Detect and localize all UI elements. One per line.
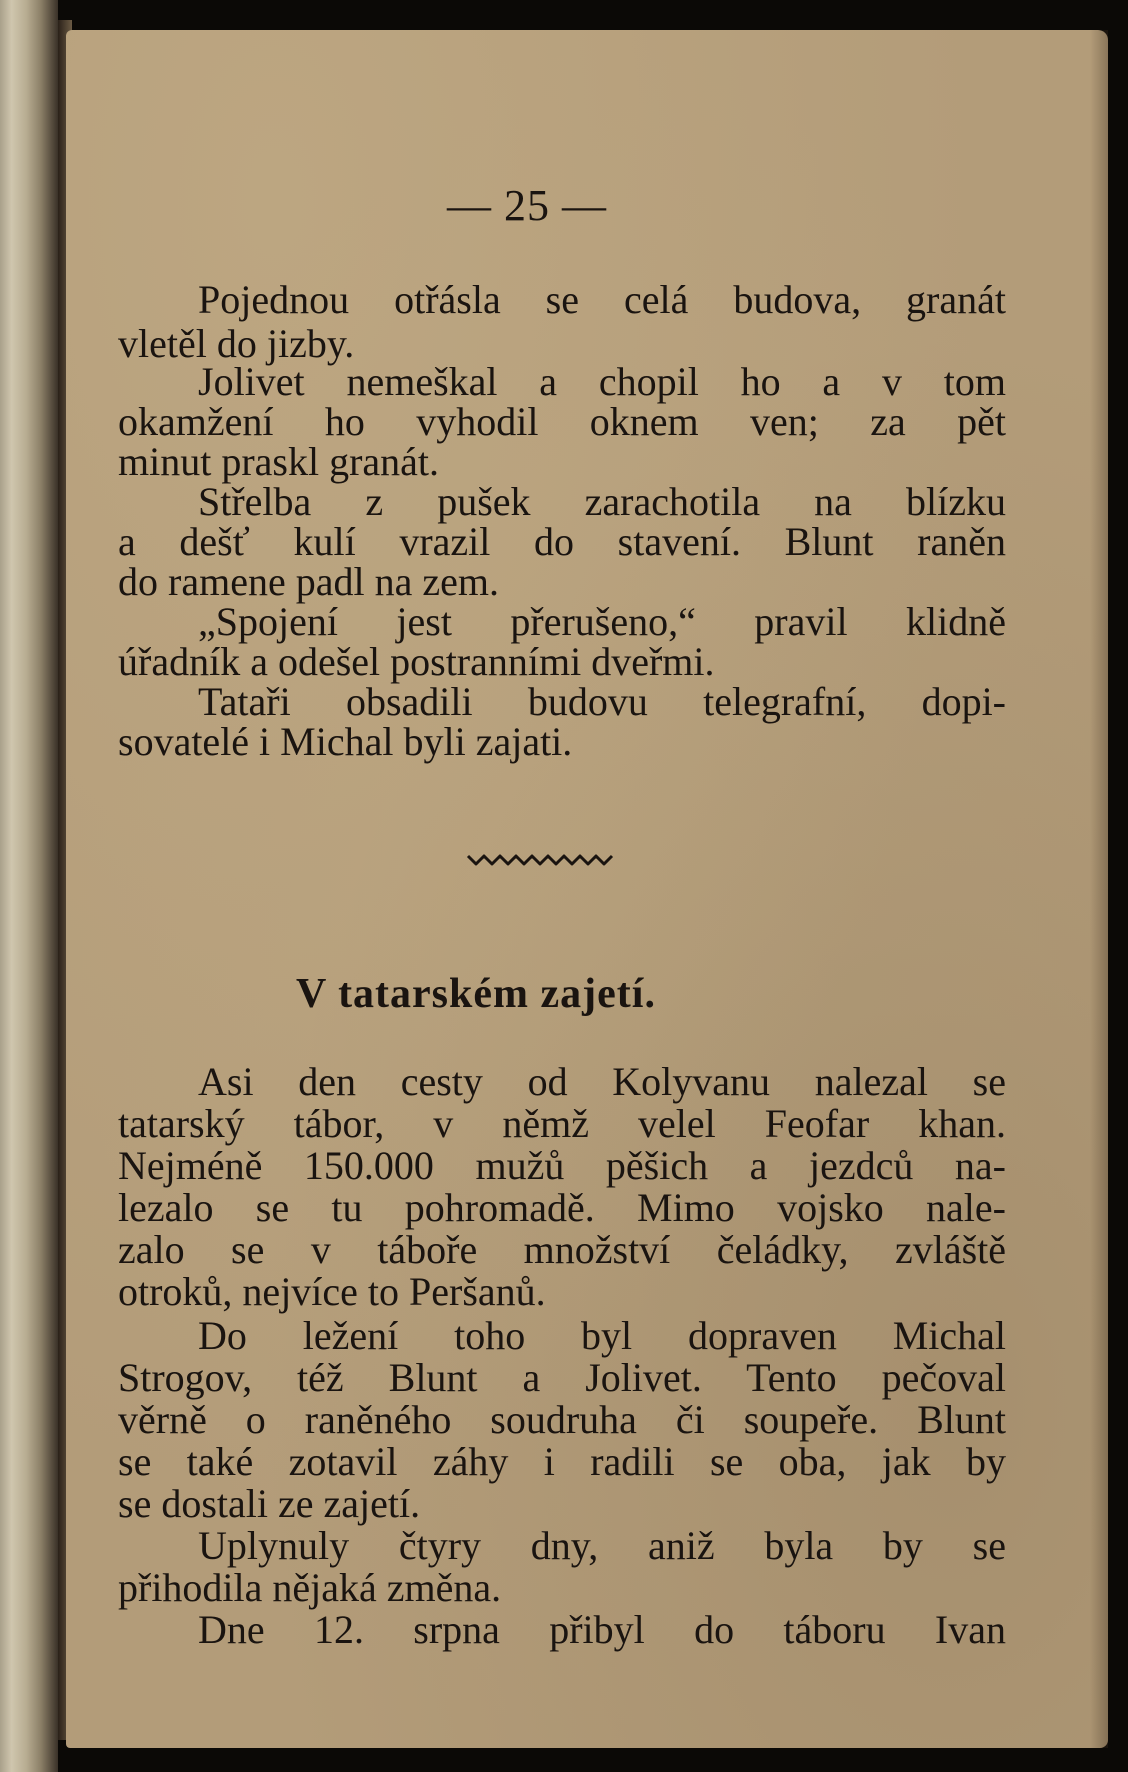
text-line: Strogov, též Blunt a Jolivet. Tento pečoval bbox=[118, 1355, 1006, 1400]
wavy-ornament-icon bbox=[466, 848, 616, 872]
text-line: přihodila nějaká změna. bbox=[118, 1565, 502, 1610]
text-line: lezalo se tu pohromadě. Mimo vojsko nale- bbox=[118, 1185, 1006, 1230]
text-line: Do ležení toho byl dopraven Michal bbox=[198, 1313, 1006, 1358]
text-line: „Spojení jest přerušeno,“ pravil klidně bbox=[198, 599, 1006, 644]
page-number: — 25 — bbox=[447, 181, 607, 230]
text-line: sovatelé i Michal byli zajati. bbox=[118, 719, 573, 764]
page-text bbox=[66, 30, 1108, 1748]
text-line: Dne 12. srpna přibyl do táboru Ivan bbox=[198, 1607, 1006, 1652]
text-line: otroků, nejvíce to Peršanů. bbox=[118, 1269, 546, 1314]
text-line: Jolivet nemeškal a chopil ho a v tom bbox=[198, 359, 1006, 404]
text-line: do ramene padl na zem. bbox=[118, 559, 499, 604]
text-line: se dostali ze zajetí. bbox=[118, 1481, 421, 1526]
text-line: Tataři obsadili budovu telegrafní, dopi- bbox=[198, 679, 1006, 724]
text-line: věrně o raněného soudruha či soupeře. Blunt bbox=[118, 1397, 1006, 1442]
text-line: vletěl do jizby. bbox=[118, 321, 355, 366]
text-line: minut praskl granát. bbox=[118, 439, 440, 484]
text-line: se také zotavil záhy i radili se oba, jak by bbox=[118, 1439, 1006, 1484]
text-line: Pojednou otřásla se celá budova, granát bbox=[198, 277, 1006, 322]
chapter-title: V tatarském zajetí. bbox=[296, 971, 656, 1017]
text-line: zalo se v táboře množství čeládky, zvláště bbox=[118, 1227, 1006, 1272]
text-line: a dešť kulí vrazil do stavení. Blunt raněn bbox=[118, 519, 1006, 564]
text-line: Střelba z pušek zarachotila na blízku bbox=[198, 479, 1006, 524]
text-line: okamžení ho vyhodil oknem ven; za pět bbox=[118, 399, 1006, 444]
text-line: Asi den cesty od Kolyvanu nalezal se bbox=[198, 1059, 1006, 1104]
text-line: tatarský tábor, v němž velel Feofar khan. bbox=[118, 1101, 1006, 1146]
text-line: úřadník a odešel postranními dveřmi. bbox=[118, 639, 715, 684]
page-paper bbox=[66, 30, 1108, 1748]
book-binding bbox=[0, 0, 58, 1772]
text-line: Uplynuly čtyry dny, aniž byla by se bbox=[198, 1523, 1006, 1568]
text-line: Nejméně 150.000 mužů pěšich a jezdců na- bbox=[118, 1143, 1006, 1188]
